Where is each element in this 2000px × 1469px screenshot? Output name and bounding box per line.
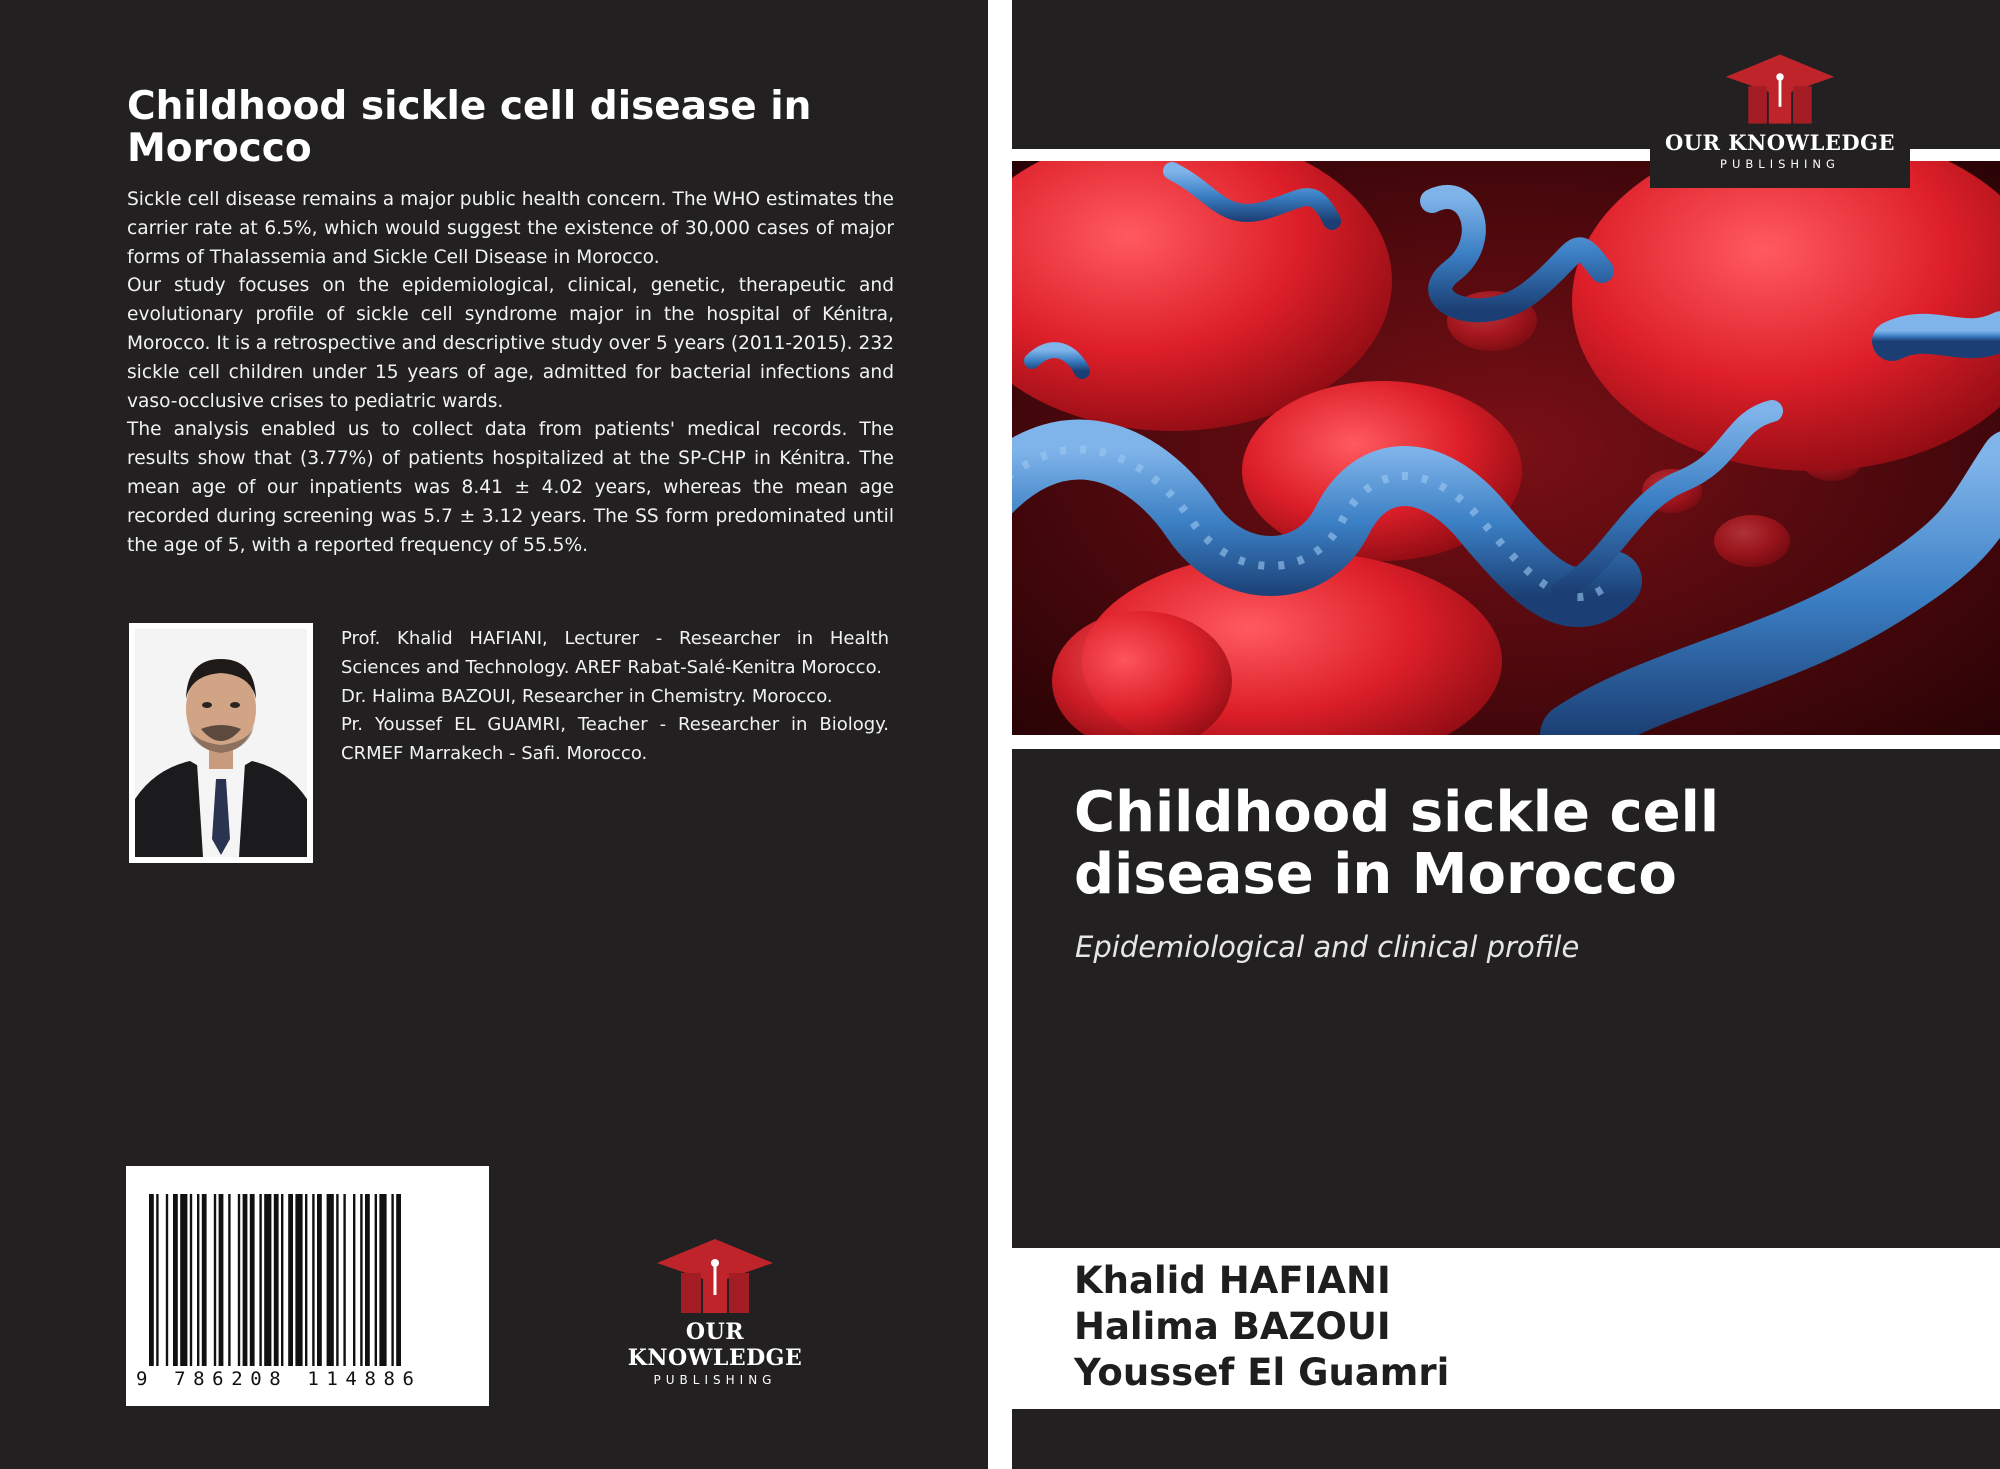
barcode-bar [327,1194,334,1366]
author-portrait-icon [135,629,307,857]
graduation-cap-books-icon [655,1237,775,1317]
front-cover-subtitle: Epidemiological and clinical profile [1075,930,1580,964]
red-blood-cells-and-dna-strands-illustration [1012,161,2000,735]
author-name: Youssef El Guamri [1074,1351,1450,1394]
publisher-name: OUR KNOWLEDGE [1664,130,1896,155]
barcode-bar [295,1194,302,1366]
barcode-bar [156,1194,158,1366]
barcode-bar [305,1194,307,1366]
publisher-name: OUR KNOWLEDGE [627,1319,803,1371]
barcode-bar [219,1194,224,1366]
cover-illustration [1012,161,2000,735]
barcode-bar [360,1194,362,1366]
barcode-bar [396,1194,401,1366]
author-list [1074,1258,1954,1396]
barcode-bar [166,1194,168,1366]
front-cover-title: Childhood sickle cell disease in Morocco [1074,780,1720,907]
barcode-bar [264,1194,271,1366]
author-name: Khalid HAFIANI [1074,1259,1391,1302]
barcode-bar [190,1194,192,1366]
barcode-bars [149,1194,467,1366]
barcode-bar [250,1194,255,1366]
barcode-bar [259,1194,261,1366]
blurb-paragraph: The analysis enabled us to collect data from patients' medical records. The results show that (3.77%) of patients hospitalized at the SP-CHP in Kénitra. The mean age of our inpatients was 8.41 ± 4.02 years, whereas the mean age recorded during screening was 5.7 ± 3.12 years. The SS form predominated until the age of 5, with a reported frequency of 55.5%. [127,419,894,556]
barcode-bar [228,1194,230,1366]
author-bio: Pr. Youssef EL GUAMRI, Teacher - Researcher in Biology. CRMEF Marrakech - Safi. Morocco. [341,714,889,765]
barcode-bar [379,1194,386,1366]
barcode-bar [149,1194,154,1366]
barcode-bar [353,1194,355,1366]
barcode-bar [288,1194,293,1366]
barcode-bar [180,1194,187,1366]
barcode-bar [197,1194,199,1366]
barcode-bar [312,1194,314,1366]
barcode-bar [365,1194,370,1366]
back-cover-blurb [127,186,894,560]
barcode-bar [274,1194,279,1366]
barcode-bar [173,1194,178,1366]
publisher-logo-back [595,1237,835,1387]
author-bios [341,625,889,769]
barcode-bar [243,1194,248,1366]
author-portrait-photo [129,623,313,863]
author-bio: Dr. Halima BAZOUI, Researcher in Chemistry. Morocco. [341,685,833,707]
front-cover-bottom-band [1012,1409,2000,1469]
blurb-paragraph: Our study focuses on the epidemiological, clinical, genetic, therapeutic and evolutionary profile of sickle cell syndrome major in the hospital of Kénitra, Morocco. It is a retrospective and descriptive study over 5 years (2011-2015). 232 sickle cell children under 15 years of age, admitted for bacterial infections and vaso-occlusive crises to pediatric wards. [127,275,894,412]
barcode-bar [391,1194,393,1366]
isbn-barcode [126,1166,489,1406]
publisher-sub: PUBLISHING [1720,157,1840,171]
blurb-paragraph: Sickle cell disease remains a major public health concern. The WHO estimates the carrier rate at 6.5%, which would suggest the existence of 30,000 cases of major forms of Thalassemia and Sickle Cell Disease in Morocco. [127,189,894,268]
barcode-bar [317,1194,322,1366]
publisher-sub: PUBLISHING [653,1373,777,1387]
isbn-digits: 9 786208 114886 [136,1368,422,1390]
barcode-bar [336,1194,338,1366]
publisher-logo-front [1650,52,1910,171]
back-cover-title: Childhood sickle cell disease in Morocco [127,84,812,171]
barcode-bar [375,1194,377,1366]
barcode-bar [281,1194,283,1366]
spine [988,0,1012,1469]
barcode-bar [202,1194,207,1366]
barcode-bar [238,1194,240,1366]
author-name: Halima BAZOUI [1074,1305,1391,1348]
graduation-cap-books-icon [1724,52,1836,128]
barcode-bar [343,1194,345,1366]
author-bio: Prof. Khalid HAFIANI, Lecturer - Researcher in Health Sciences and Technology. AREF Rabat-Salé-Kenitra Morocco. [341,628,889,678]
barcode-bar [214,1194,216,1366]
